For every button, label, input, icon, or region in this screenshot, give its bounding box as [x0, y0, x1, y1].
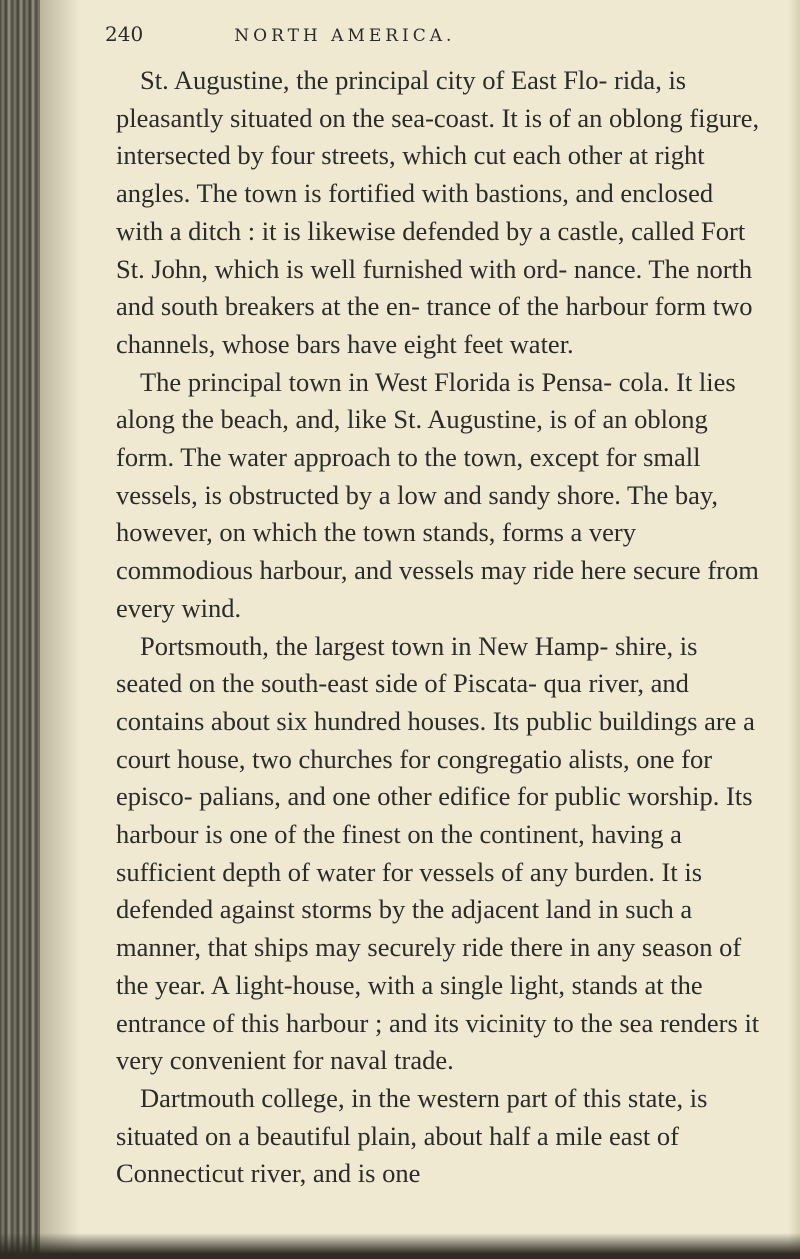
paragraph-st-augustine: St. Augustine, the principal city of East Flo- rida, is pleasantly situated on the sea-coast. It is of an oblong figure, intersected by four streets, which cut each other at right angles. The town is fortified with bastions, and enclosed with a ditch : it is likewise defended by a castle, called Fort St. John, which is well furnished with ord- nance. The north and south breakers at the en- trance of the harbour form two channels, whose bars have eight feet water. — [116, 65, 760, 359]
running-head: NORTH AMERICA. — [234, 26, 456, 46]
book-binding-edge — [0, 0, 40, 1259]
page-number: 240 — [105, 22, 144, 46]
page-right-edge — [788, 0, 800, 1259]
paragraph-portsmouth: Portsmouth, the largest town in New Hamp- shire, is seated on the south-east side of Piscata- qua river, and contains about six hundred houses. Its public buildings are a court house, two churches for congregatio alists, one for episco- palians, and one other edifice for public worship. Its harbour is one of the finest on the continent, having a sufficient depth of water for vessels of any burden. It is defended against storms by the adjacent land in such a manner, that ships may securely ride there in any season of the year. A light-house, with a single light, stands at the entrance of this harbour ; and its vicinity to the sea renders it very convenient for naval trade. — [116, 630, 760, 1076]
gutter-shadow — [40, 0, 80, 1259]
page-header — [105, 22, 765, 46]
paragraph-dartmouth: Dartmouth college, in the western part of this state, is situated on a beautiful plain, about half a mile east of Connecticut river, and is one — [116, 1082, 708, 1189]
page-bottom-edge — [0, 1233, 800, 1259]
body-text — [116, 62, 764, 1193]
paragraph-pensacola: The principal town in West Florida is Pensa- cola. It lies along the beach, and, like St. Augustine, is of an oblong form. The water approach to the town, except for small vessels, is obstructed by a low and sandy shore. The bay, however, on which the town stands, forms a very commodious harbour, and vessels may ride here secure from every wind. — [116, 366, 759, 623]
